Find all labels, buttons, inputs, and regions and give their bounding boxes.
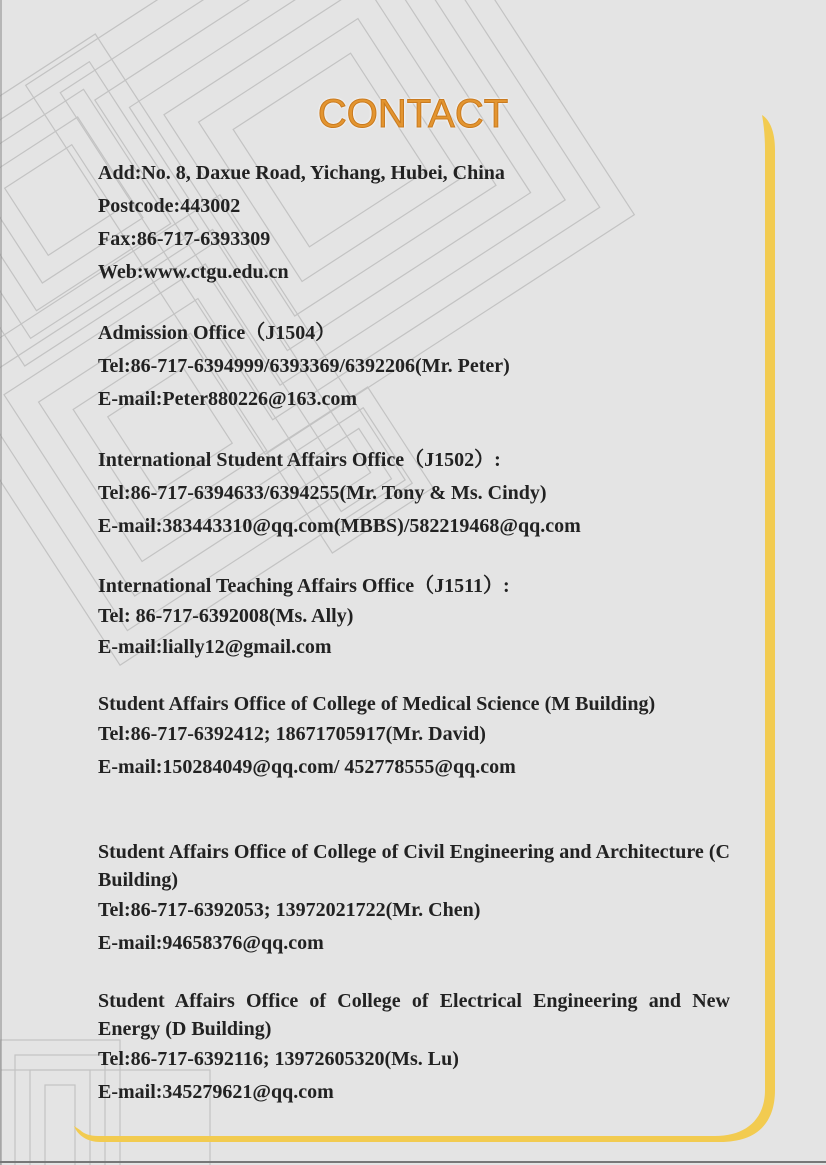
office-tel: Tel: 86-717-6392008(Ms. Ally): [98, 605, 354, 627]
office-name: Student Affairs Office of College of Electrical Engineering and New Energy (D Building): [98, 990, 730, 1040]
office-email[interactable]: E-mail:Peter880226@163.com: [98, 388, 358, 410]
office-international-teaching: [98, 571, 730, 664]
address-line: Add:No. 8, Daxue Road, Yichang, Hubei, China: [98, 162, 505, 184]
office-name: Admission Office（J1504）: [98, 322, 336, 344]
postcode-line: Postcode:443002: [98, 195, 241, 217]
office-email[interactable]: E-mail:345279621@qq.com: [98, 1081, 334, 1103]
office-name: Student Affairs Office of College of Civil Engineering and Architecture (C Building): [98, 841, 730, 891]
office-email[interactable]: E-mail:94658376@qq.com: [98, 932, 324, 954]
office-medical-science: [98, 690, 730, 784]
office-email[interactable]: E-mail:150284049@qq.com/ 452778555@qq.com: [98, 756, 516, 778]
office-tel: Tel:86-717-6394633/6394255(Mr. Tony & Ms. Cindy): [98, 482, 547, 504]
office-international-student: [98, 444, 730, 543]
office-email[interactable]: E-mail:lially12@gmail.com: [98, 636, 332, 658]
office-tel: Tel:86-717-6392053; 13972021722(Mr. Chen): [98, 899, 481, 921]
fax-line: Fax:86-717-6393309: [98, 228, 271, 250]
office-electrical-engineering: [98, 987, 730, 1109]
office-name: International Teaching Affairs Office（J1511）:: [98, 575, 510, 597]
office-tel: Tel:86-717-6394999/6393369/6392206(Mr. Peter): [98, 355, 510, 377]
general-info: [98, 157, 730, 289]
office-name: International Student Affairs Office（J1502）:: [98, 449, 501, 471]
office-email[interactable]: E-mail:383443310@qq.com(MBBS)/582219468@qq.com: [98, 515, 581, 537]
office-tel: Tel:86-717-6392412; 18671705917(Mr. David): [98, 723, 486, 745]
office-admission: [98, 317, 730, 416]
page-title: CONTACT: [317, 92, 509, 136]
web-link[interactable]: Web:www.ctgu.edu.cn: [98, 261, 289, 283]
office-name: Student Affairs Office of College of Medical Science (M Building): [98, 693, 656, 715]
office-civil-engineering: [98, 838, 730, 960]
office-tel: Tel:86-717-6392116; 13972605320(Ms. Lu): [98, 1048, 459, 1070]
